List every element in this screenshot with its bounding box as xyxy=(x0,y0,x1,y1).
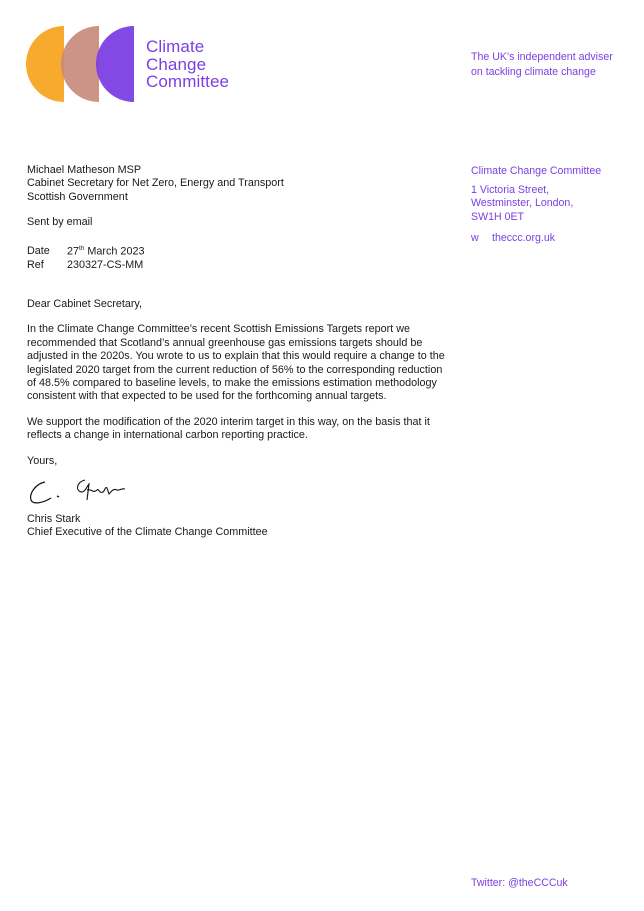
logo-word-1: Climate xyxy=(146,37,205,56)
body-paragraph-2: We support the modification of the 2020 interim target in this way, on the basis that it reflects a change in international carbon reporting practice. xyxy=(27,415,430,442)
sender-website xyxy=(471,232,601,246)
letter-body xyxy=(27,164,452,539)
logo-mauve-semicircle xyxy=(61,26,99,102)
date-suffix: th xyxy=(79,244,85,252)
letter-meta xyxy=(27,242,452,272)
recipient-name: Michael Matheson MSP xyxy=(27,164,142,176)
ccc-logo-icon xyxy=(26,26,138,102)
recipient-org: Scottish Government xyxy=(27,190,128,203)
date-day: 27 xyxy=(67,245,80,258)
logo-orange-semicircle xyxy=(26,26,64,102)
logo-word-2: Change xyxy=(146,54,207,74)
sender-org: Climate Change Committee xyxy=(471,165,602,177)
date-label: Date xyxy=(27,245,50,258)
closing: Yours, xyxy=(27,454,58,467)
logo-word-3: Committee xyxy=(146,72,230,91)
sent-by: Sent by email xyxy=(27,216,93,229)
signatory-title: Chief Executive of the Climate Change Committee xyxy=(27,525,268,538)
ref-value: 230327-CS-MM xyxy=(67,258,144,271)
signatory-name: Chris Stark xyxy=(27,512,81,525)
signature-icon xyxy=(27,476,137,508)
address-line-2: Westminster, London, xyxy=(471,197,574,209)
website-link[interactable]: theccc.org.uk xyxy=(492,232,556,244)
ref-row xyxy=(27,259,452,272)
logo-wordmark xyxy=(146,38,229,91)
date-row xyxy=(27,242,452,259)
address-line-3: SW1H 0ET xyxy=(471,210,524,223)
twitter-handle[interactable]: Twitter: @theCCCuk xyxy=(471,877,568,889)
recipient-title: Cabinet Secretary for Net Zero, Energy and Transport xyxy=(27,177,284,190)
tagline-line-1: The UK’s independent adviser xyxy=(471,51,613,63)
date-rest: March 2023 xyxy=(84,245,145,258)
tagline xyxy=(471,50,613,79)
logo-purple-semicircle xyxy=(96,26,134,102)
address-line-1: 1 Victoria Street, xyxy=(471,183,550,196)
signatory-block xyxy=(27,513,452,540)
ref-label: Ref xyxy=(27,258,44,271)
body-paragraph-1: In the Climate Change Committee’s recent Scottish Emissions Targets report we recommended that Scotland’s annual greenhouse gas emissions targets should be adjusted in the 2020s. You wrote to us to explain that this would require a change to the legislated 2020 target from the current reduction of 56% to the corresponding reduction of 48.5% compared to baseline levels, to make the emissions estimation methodology consistent with that expected to be used for the forthcoming annual targets. xyxy=(27,323,445,403)
website-label: w xyxy=(471,232,479,244)
salutation: Dear Cabinet Secretary, xyxy=(27,298,143,311)
recipient-block xyxy=(27,164,452,204)
tagline-line-2: on tackling climate change xyxy=(471,65,596,78)
sender-address xyxy=(471,165,601,246)
